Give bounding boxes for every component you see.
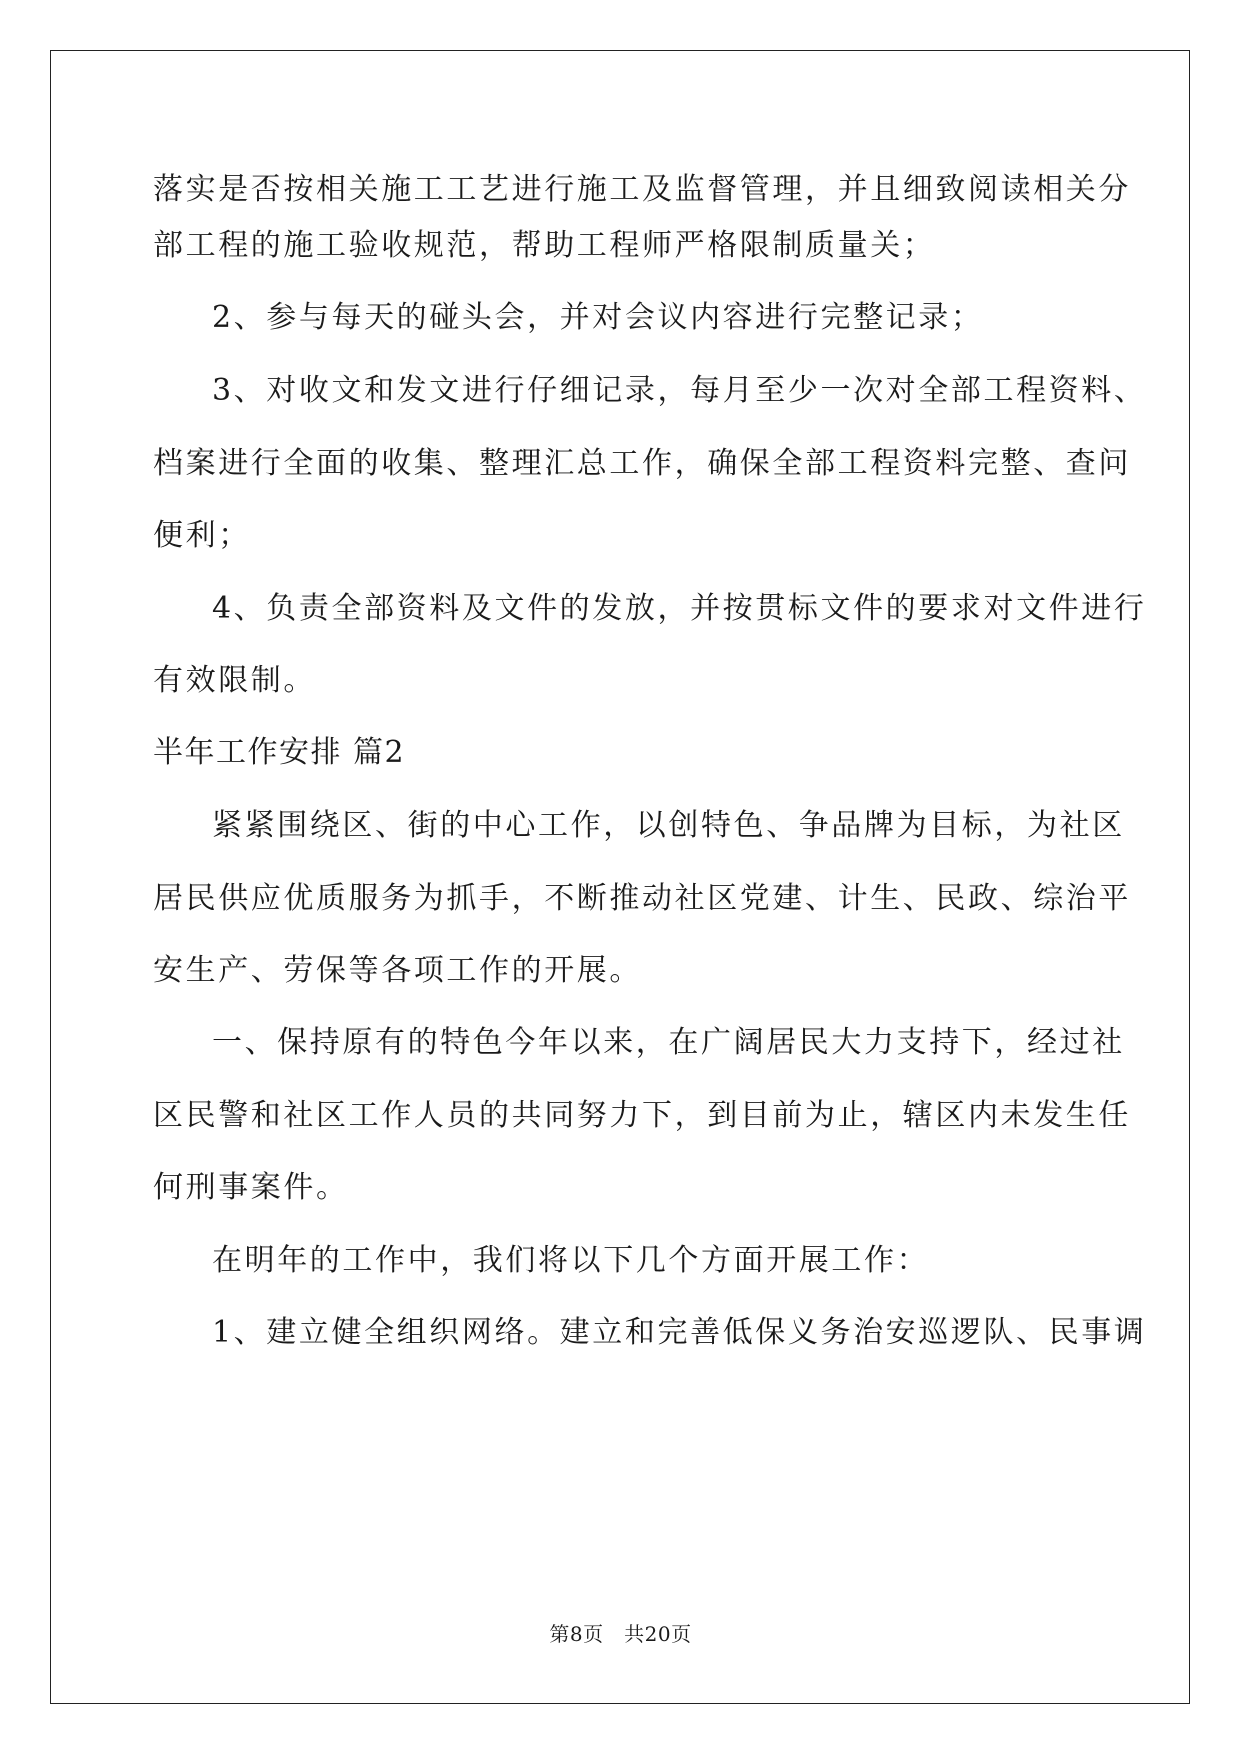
- text-line-10: 紧紧围绕区、街的中心工作，以创特色、争品牌为目标，为社区: [212, 808, 1125, 843]
- text-line-15: 何刑事案件。: [153, 1170, 349, 1205]
- text-line-12: 安生产、劳保等各项工作的开展。: [153, 953, 642, 988]
- text-line-7: 4、负责全部资料及文件的发放，并按贯标文件的要求对文件进行: [212, 591, 1147, 626]
- text-line-2: 部工程的施工验收规范，帮助工程师严格限制质量关；: [153, 228, 936, 263]
- text-line-17: 1、建立健全组织网络。建立和完善低保义务治安巡逻队、民事调: [212, 1315, 1147, 1350]
- text-line-4: 3、对收文和发文进行仔细记录，每月至少一次对全部工程资料、: [212, 373, 1147, 408]
- text-line-3: 2、参与每天的碰头会，并对会议内容进行完整记录；: [212, 300, 984, 335]
- text-line-6: 便利；: [153, 518, 251, 553]
- text-line-16: 在明年的工作中，我们将以下几个方面开展工作：: [212, 1243, 930, 1278]
- text-line-13: 一、保持原有的特色今年以来，在广阔居民大力支持下，经过社: [212, 1025, 1125, 1060]
- text-line-5: 档案进行全面的收集、整理汇总工作，确保全部工程资料完整、查问: [153, 446, 1131, 481]
- text-line-1: 落实是否按相关施工工艺进行施工及监督管理，并且细致阅读相关分: [153, 172, 1131, 207]
- text-line-14: 区民警和社区工作人员的共同努力下，到目前为止，辖区内未发生任: [153, 1098, 1131, 1133]
- page-number-footer: 第8页 共20页: [549, 1622, 692, 1646]
- section-heading: 半年工作安排 篇2: [153, 735, 406, 770]
- text-line-11: 居民供应优质服务为抓手，不断推动社区党建、计生、民政、综治平: [153, 881, 1131, 916]
- text-line-8: 有效限制。: [153, 663, 316, 698]
